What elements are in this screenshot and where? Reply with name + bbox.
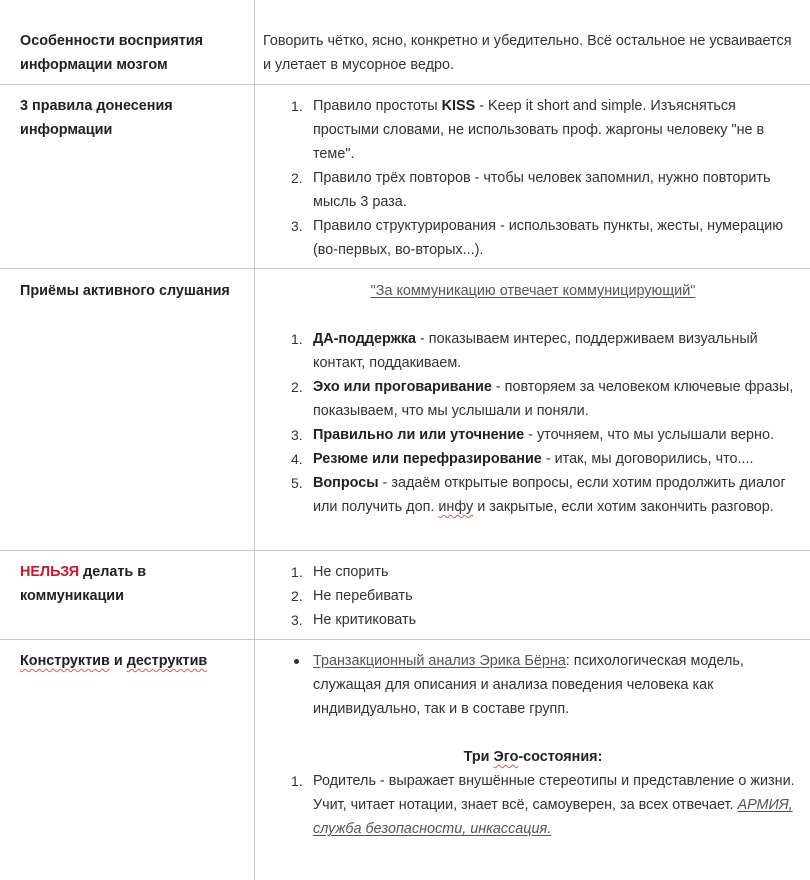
row-2-label: 3 правила донесения информации	[20, 98, 173, 138]
list-item: 4. Резюме или перефразирование - итак, мы договорились, что....	[291, 451, 754, 467]
transactional-analysis-link[interactable]: Транзакционный анализ Эрика Бёрна	[313, 653, 566, 669]
list-item: 5. Вопросы - задаём открытые вопросы, если хотим продолжить диалог или получить доп. инфу и закрытые, если хотим закончить разговор.	[291, 475, 786, 515]
list-item: 3. Не критиковать	[291, 612, 417, 628]
row-divider	[0, 639, 810, 640]
list-item: 1. Родитель - выражает внушённые стереотипы и представление о жизни. Учит, читает нотации, знает всё, самоуверен, за всех отвечает. АРМИЯ, служба безопасности, инкассация.	[291, 773, 795, 837]
row-1-label: Особенности восприятия информации мозгом	[20, 33, 204, 73]
examples-link[interactable]: АРМИЯ, служба безопасности, инкассация.	[313, 797, 793, 837]
row-2-content	[263, 94, 803, 262]
row-4-content	[263, 560, 803, 632]
list-item: 1. Не спорить	[291, 564, 389, 580]
bullet-icon	[294, 659, 299, 664]
row-5-content	[263, 649, 803, 841]
row-1-text: Говорить чётко, ясно, конкретно и убедительно. Всё остальное не усваивается и улетает в мусорное ведро.	[263, 33, 792, 73]
list-item: 2. Правило трёх повторов - чтобы человек запомнил, нужно повторить мысль 3 раза.	[291, 170, 771, 210]
bullet-item: Транзакционный анализ Эрика Бёрна: психологическая модель, служащая для описания и анализа поведения человека как индивидуально, так и в составе групп.	[263, 649, 803, 721]
list-item: 3. Правило структурирования - использовать пункты, жесты, нумерацию (во-первых, во-вторых...).	[291, 218, 784, 258]
quote-link[interactable]: "За коммуникацию отвечает коммуницирующий"	[370, 283, 696, 299]
row-divider	[0, 84, 810, 85]
row-divider	[0, 550, 810, 551]
column-divider	[254, 0, 255, 880]
list-item: 1. ДА-поддержка - показываем интерес, поддерживаем визуальный контакт, поддакиваем.	[291, 331, 758, 371]
row-divider	[0, 268, 810, 269]
list-item: 1. Правило простоты KISS - Keep it short and simple. Изъясняться простыми словами, не использовать проф. жаргоны человеку "не в теме".	[291, 98, 765, 162]
row-3-content	[263, 279, 803, 519]
row-4-label: НЕЛЬЗЯ делать в коммуникации	[20, 564, 147, 604]
list-item: 2. Эхо или проговаривание - повторяем за человеком ключевые фразы, показываем, что мы услышали и поняли.	[291, 379, 794, 419]
row-3-label: Приёмы активного слушания	[20, 283, 230, 299]
row-5-label: Конструктив и деструктив	[20, 653, 208, 669]
list-item: 2. Не перебивать	[291, 588, 413, 604]
list-item: 3. Правильно ли или уточнение - уточняем, что мы услышали верно.	[291, 427, 774, 443]
ego-states-heading: Три Эго-состояния:	[463, 749, 603, 765]
